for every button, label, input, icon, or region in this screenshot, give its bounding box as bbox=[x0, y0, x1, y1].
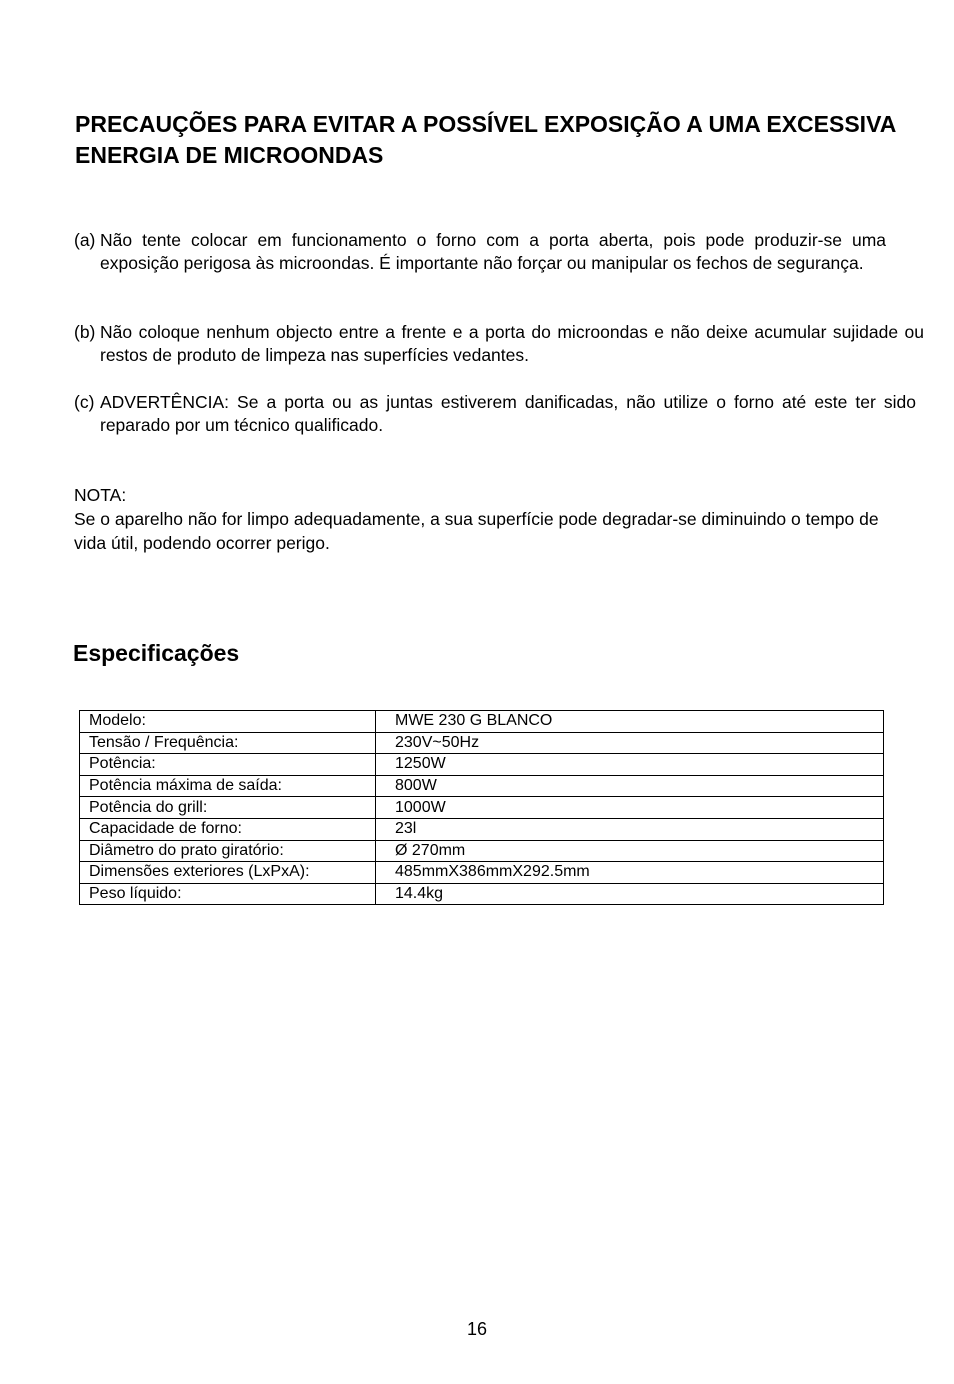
precaution-marker: (b) bbox=[74, 322, 96, 342]
table-row bbox=[80, 840, 884, 862]
page-title: PRECAUÇÕES PARA EVITAR A POSSÍVEL EXPOSIÇÃO A UMA EXCESSIVA ENERGIA DE MICROONDAS bbox=[75, 111, 896, 168]
spec-value: 1000W bbox=[376, 797, 884, 819]
spec-value: 23l bbox=[376, 818, 884, 840]
spec-value: Ø 270mm bbox=[376, 840, 884, 862]
precaution-marker: (c) bbox=[74, 392, 95, 412]
precaution-item-a bbox=[74, 229, 886, 275]
spec-label: Potência do grill: bbox=[80, 797, 376, 819]
precaution-marker: (a) bbox=[74, 230, 96, 250]
spec-label: Potência máxima de saída: bbox=[80, 775, 376, 797]
spec-value: 14.4kg bbox=[376, 883, 884, 905]
page-number: 16 bbox=[466, 1319, 488, 1339]
note-text: Se o aparelho não for limpo adequadamente, a sua superfície pode degradar-se diminuindo o tempo de vida útil, podendo ocorrer perigo. bbox=[74, 509, 879, 553]
spec-label: Dimensões exteriores (LxPxA): bbox=[80, 862, 376, 884]
precaution-text: Não coloque nenhum objecto entre a frente e a porta do microondas e não deixe acumular sujidade ou restos de produto de limpeza nas superfícies vedantes. bbox=[100, 322, 924, 365]
spec-value: 230V~50Hz bbox=[376, 732, 884, 754]
spec-value: 1250W bbox=[376, 754, 884, 776]
specifications-heading: Especificações bbox=[73, 640, 240, 666]
table-row bbox=[80, 797, 884, 819]
spec-label: Potência: bbox=[80, 754, 376, 776]
table-row bbox=[80, 754, 884, 776]
spec-label: Peso líquido: bbox=[80, 883, 376, 905]
spec-value: 485mmX386mmX292.5mm bbox=[376, 862, 884, 884]
table-row bbox=[80, 818, 884, 840]
precaution-item-c bbox=[74, 391, 916, 437]
spec-value: 800W bbox=[376, 775, 884, 797]
table-row bbox=[80, 883, 884, 905]
table-row bbox=[80, 711, 884, 733]
spec-label: Tensão / Frequência: bbox=[80, 732, 376, 754]
specifications-table bbox=[79, 710, 884, 905]
spec-label: Capacidade de forno: bbox=[80, 818, 376, 840]
spec-label: Diâmetro do prato giratório: bbox=[80, 840, 376, 862]
precaution-text: Não tente colocar em funcionamento o forno com a porta aberta, pois pode produzir-se uma exposição perigosa às microondas. É importante não forçar ou manipular os fechos de segurança. bbox=[100, 230, 886, 273]
note-block bbox=[74, 483, 904, 555]
precaution-text: ADVERTÊNCIA: Se a porta ou as juntas estiverem danificadas, não utilize o forno até este ter sido reparado por um técnico qualificado. bbox=[100, 392, 916, 435]
note-label: NOTA: bbox=[74, 485, 127, 505]
spec-label: Modelo: bbox=[80, 711, 376, 733]
table-row bbox=[80, 862, 884, 884]
spec-value: MWE 230 G BLANCO bbox=[376, 711, 884, 733]
table-row bbox=[80, 775, 884, 797]
precaution-item-b bbox=[74, 321, 924, 367]
table-row bbox=[80, 732, 884, 754]
